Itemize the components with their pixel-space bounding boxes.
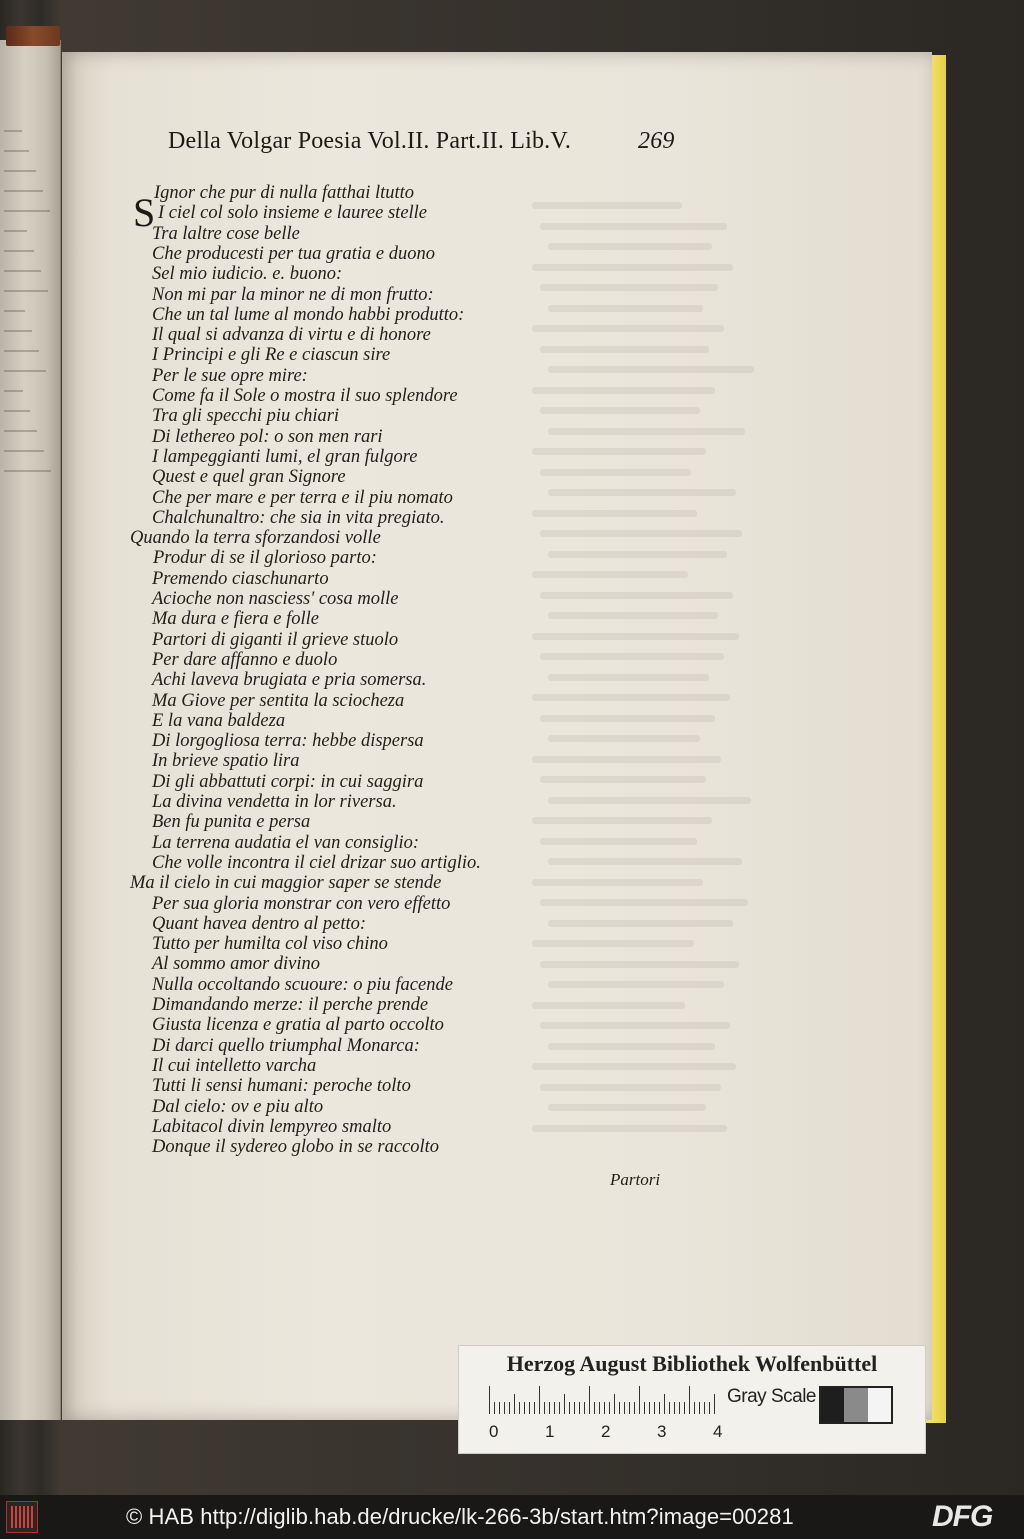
- ruler-tick: [564, 1394, 565, 1414]
- verse-line: Il cui intelletto varcha: [152, 1056, 317, 1076]
- ruler-number: 1: [545, 1422, 555, 1441]
- ruler-tick: [614, 1394, 615, 1414]
- bleed-stroke: [532, 817, 712, 824]
- bleed-stroke: [548, 735, 700, 742]
- ruler-tick: [499, 1402, 500, 1414]
- page-number: 269: [638, 128, 675, 154]
- left-page-ghost-line: [4, 290, 48, 292]
- verse-line: Di lethereo pol: o son men rari: [152, 427, 383, 447]
- verse-line: La divina vendetta in lor riversa.: [152, 792, 397, 812]
- ruler-number: 3: [657, 1422, 667, 1441]
- verse-line: Achi laveva brugiata e pria somersa.: [152, 670, 427, 690]
- verse-line: In brieve spatio lira: [152, 751, 300, 771]
- verse-line: Ma Giove per sentita la sciocheza: [152, 691, 405, 711]
- ruler-tick: [704, 1402, 705, 1414]
- verse-line: Il qual si advanza di virtu e di honore: [152, 325, 431, 345]
- verse-line: Tutti li sensi humani: peroche tolto: [152, 1076, 411, 1096]
- left-page-ghost-line: [4, 130, 22, 132]
- verse-line: Per sua gloria monstrar con vero effetto: [152, 894, 451, 914]
- ruler-tick: [574, 1402, 575, 1414]
- verse-line: La terrena audatia el van consiglio:: [152, 833, 420, 853]
- left-page-ghost-line: [4, 190, 43, 192]
- grayscale-swatches: [819, 1386, 893, 1424]
- bleed-stroke: [532, 694, 730, 701]
- ruler-tick: [539, 1386, 540, 1414]
- ruler-tick: [554, 1402, 555, 1414]
- ruler-tick: [594, 1402, 595, 1414]
- left-page-ghost-line: [4, 330, 32, 332]
- left-page-ghost-line: [4, 310, 25, 312]
- measurement-ruler: [489, 1386, 719, 1414]
- ruler-tick: [544, 1402, 545, 1414]
- left-page-ghost-line: [4, 470, 51, 472]
- bleed-stroke: [540, 899, 748, 906]
- verse-line: Che producesti per tua gratia e duono: [152, 244, 435, 264]
- hab-logo-icon: [6, 1501, 38, 1533]
- left-page-ghost-line: [4, 270, 41, 272]
- verse-line: Sel mio iudicio. e. buono:: [152, 264, 343, 284]
- bleed-stroke: [532, 1002, 685, 1009]
- catchword: Partori: [610, 1170, 661, 1189]
- left-page-ghost-line: [4, 150, 29, 152]
- ruler-tick: [494, 1402, 495, 1414]
- verse-line: Che volle incontra il ciel drizar suo artiglio.: [152, 853, 481, 873]
- verse-line: Per le sue opre mire:: [152, 366, 308, 386]
- ruler-tick: [644, 1402, 645, 1414]
- bleed-stroke: [548, 612, 718, 619]
- ruler-tick: [534, 1402, 535, 1414]
- bleed-stroke: [548, 366, 754, 373]
- bleed-stroke: [532, 264, 733, 271]
- left-page-ghost-line: [4, 350, 39, 352]
- left-page-ghost-line: [4, 170, 36, 172]
- bleed-stroke: [540, 469, 691, 476]
- verse-line: Acioche non nasciess' cosa molle: [152, 589, 399, 609]
- bleed-stroke: [540, 838, 697, 845]
- verse-line: Nulla occoltando scuoure: o piu facende: [152, 975, 453, 995]
- ruler-tick: [624, 1402, 625, 1414]
- bleed-stroke: [532, 1125, 727, 1132]
- verse-line: Tutto per humilta col viso chino: [152, 934, 388, 954]
- bleed-stroke: [540, 592, 733, 599]
- ruler-tick: [649, 1402, 650, 1414]
- ruler-tick: [559, 1402, 560, 1414]
- verse-line: Come fa il Sole o mostra il suo splendore: [152, 386, 458, 406]
- verse-line: Produr di se il glorioso parto:: [153, 548, 377, 568]
- ruler-tick: [569, 1402, 570, 1414]
- verse-line: Dal cielo: ov e piu alto: [152, 1097, 324, 1117]
- ruler-tick: [679, 1402, 680, 1414]
- bleed-stroke: [540, 1084, 721, 1091]
- ruler-tick: [699, 1402, 700, 1414]
- left-page-ghost-line: [4, 230, 27, 232]
- bleed-stroke: [540, 407, 700, 414]
- ruler-tick: [599, 1402, 600, 1414]
- bleed-stroke: [548, 1104, 706, 1111]
- bleed-stroke: [548, 551, 727, 558]
- ruler-tick: [684, 1402, 685, 1414]
- verse-line: Per dare affanno e duolo: [152, 650, 338, 670]
- ruler-tick: [659, 1402, 660, 1414]
- ruler-tick: [694, 1402, 695, 1414]
- ruler-tick: [714, 1394, 715, 1414]
- verse-line: Premendo ciaschunarto: [152, 569, 329, 589]
- left-page-ghost-line: [4, 370, 46, 372]
- ruler-tick: [504, 1402, 505, 1414]
- left-page-ghost-line: [4, 390, 23, 392]
- ruler-tick: [654, 1402, 655, 1414]
- left-page-edge: [0, 40, 61, 1420]
- verse-line: Labitacol divin lempyreo smalto: [152, 1117, 392, 1137]
- footer-credit: © HAB http://diglib.hab.de/drucke/lk-266-3b/start.htm?image=00281: [126, 1504, 794, 1529]
- gray-swatch: [821, 1388, 844, 1422]
- grayscale-label: Gray Scale: [727, 1386, 816, 1407]
- logo-bar: [19, 1506, 21, 1528]
- verse-line: Tra laltre cose belle: [152, 224, 300, 244]
- verse-line: Partori di giganti il grieve stuolo: [152, 630, 399, 650]
- left-page-ghost-line: [4, 210, 50, 212]
- left-page-ghost-line: [4, 250, 34, 252]
- verse-line: I lampeggianti lumi, el gran fulgore: [152, 447, 418, 467]
- ruler-tick: [519, 1402, 520, 1414]
- left-page-ghost-line: [4, 410, 30, 412]
- verse-line: Tra gli specchi piu chiari: [152, 406, 340, 426]
- bleed-stroke: [540, 653, 724, 660]
- bleed-stroke: [540, 776, 706, 783]
- color-calibration-card: [458, 1345, 926, 1454]
- dfg-logo: DFG: [932, 1500, 993, 1533]
- drop-cap: S: [133, 190, 156, 235]
- ruler-tick: [529, 1402, 530, 1414]
- verse-line: Che per mare e per terra e il piu nomato: [152, 488, 453, 508]
- library-name: Herzog August Bibliothek Wolfenbüttel: [506, 1351, 878, 1376]
- verse-line: Che un tal lume al mondo habbi produtto:: [152, 305, 465, 325]
- bleed-stroke: [548, 489, 736, 496]
- ruler-tick: [639, 1386, 640, 1414]
- ruler-tick: [524, 1402, 525, 1414]
- ruler-tick: [619, 1402, 620, 1414]
- bleed-stroke: [532, 756, 721, 763]
- bleed-stroke: [548, 858, 742, 865]
- ruler-number: 2: [601, 1422, 611, 1441]
- bookmark-ribbon: [6, 26, 60, 46]
- logo-bar: [31, 1506, 33, 1528]
- left-page-ghost-line: [4, 450, 44, 452]
- bleed-stroke: [548, 981, 724, 988]
- bleed-stroke: [540, 1022, 730, 1029]
- running-head: [168, 128, 688, 155]
- verse-line: E la vana baldeza: [152, 711, 286, 731]
- verse-line: Di lorgogliosa terra: hebbe dispersa: [152, 731, 424, 751]
- bleed-stroke: [540, 715, 715, 722]
- verse-line: Ma il cielo in cui maggior saper se stende: [130, 873, 442, 893]
- ruler-tick: [689, 1386, 690, 1414]
- gray-swatch: [844, 1388, 867, 1422]
- bleed-stroke: [548, 674, 709, 681]
- bleed-stroke: [540, 284, 718, 291]
- bleed-stroke: [532, 1063, 736, 1070]
- verse-line: Quando la terra sforzandosi volle: [130, 528, 381, 548]
- verse-line: Ben fu punita e persa: [152, 812, 311, 832]
- verse-line: I ciel col solo insieme e lauree stelle: [158, 203, 428, 223]
- bleed-stroke: [532, 448, 706, 455]
- ruler-tick: [514, 1394, 515, 1414]
- ruler-number: 4: [713, 1422, 723, 1441]
- logo-bar: [27, 1506, 29, 1528]
- logo-bar: [15, 1506, 17, 1528]
- verse-line: Non mi par la minor ne di mon frutto:: [152, 285, 434, 305]
- bleed-stroke: [540, 961, 739, 968]
- verse-line: Di gli abbattuti corpi: in cui saggira: [152, 772, 424, 792]
- verse-line: Quest e quel gran Signore: [152, 467, 346, 487]
- bleed-stroke: [532, 940, 694, 947]
- ruler-tick: [664, 1394, 665, 1414]
- verse-line: Ignor che pur di nulla fatthai ltutto: [154, 183, 415, 203]
- verse-line: Chalchunaltro: che sia in vita pregiato.: [152, 508, 445, 528]
- ruler-tick: [609, 1402, 610, 1414]
- bleed-stroke: [540, 346, 709, 353]
- left-page-ghost-line: [4, 430, 37, 432]
- bleed-stroke: [532, 387, 715, 394]
- bleed-stroke: [532, 879, 703, 886]
- ruler-tick: [629, 1402, 630, 1414]
- bleed-stroke: [532, 510, 697, 517]
- bleed-stroke: [532, 633, 739, 640]
- bleed-stroke: [532, 571, 688, 578]
- verse-line: Ma dura e fiera e folle: [152, 609, 319, 629]
- footer-bar: [0, 1495, 1024, 1539]
- bleed-stroke: [532, 202, 682, 209]
- bleed-stroke: [532, 325, 724, 332]
- verse-line: Dimandando merze: il perche prende: [152, 995, 429, 1015]
- ruler-tick: [584, 1402, 585, 1414]
- verse-line: Quant havea dentro al petto:: [152, 914, 367, 934]
- ruler-tick: [669, 1402, 670, 1414]
- ruler-tick: [604, 1402, 605, 1414]
- ruler-tick: [674, 1402, 675, 1414]
- bleed-stroke: [540, 223, 727, 230]
- verse-line: Donque il sydereo globo in se raccolto: [152, 1137, 440, 1157]
- bleed-stroke: [548, 428, 745, 435]
- ruler-tick: [489, 1386, 490, 1414]
- ruler-tick: [579, 1402, 580, 1414]
- ruler-tick: [589, 1386, 590, 1414]
- ruler-tick: [634, 1402, 635, 1414]
- ruler-number: 0: [489, 1422, 499, 1441]
- verse-line: Giusta licenza e gratia al parto occolto: [152, 1015, 444, 1035]
- bleed-stroke: [548, 243, 712, 250]
- ruler-tick: [709, 1402, 710, 1414]
- verse-line: Di darci quello triumphal Monarca:: [152, 1036, 420, 1056]
- gray-swatch: [868, 1388, 891, 1422]
- running-head-title: Della Volgar Poesia Vol.II. Part.II. Lib.V.: [168, 128, 572, 154]
- ruler-tick: [549, 1402, 550, 1414]
- bleed-stroke: [540, 530, 742, 537]
- ruler-tick: [509, 1402, 510, 1414]
- verse-line: I Principi e gli Re e ciascun sire: [152, 345, 391, 365]
- bleed-stroke: [548, 1043, 715, 1050]
- bleed-stroke: [548, 305, 703, 312]
- bleed-stroke: [548, 797, 751, 804]
- logo-bar: [11, 1506, 13, 1528]
- bleed-stroke: [548, 920, 733, 927]
- logo-bar: [23, 1506, 25, 1528]
- verse-line: Al sommo amor divino: [152, 954, 321, 974]
